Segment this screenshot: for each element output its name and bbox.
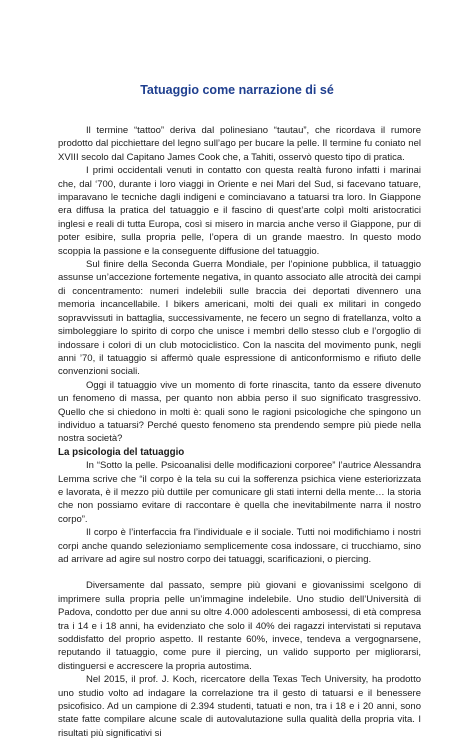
paragraph: Sul finire della Seconda Guerra Mondiale, per l’opinione pubblica, il tatuaggio assunse un’accezione fortemente negativa, in quanto associato alle atrocità dei campi di concentramento: numeri indelebili sulle braccia dei deportati divennero una memoria incancellabile. I bikers americani, molti dei quali ex militari in congedo sopravvissuti in battaglia, successivamente, ne fecero un segno di fratellanza, volto a simboleggiare lo spirito di corpo che unisce i membri dello stesso club e l’orgoglio di indossare i colori di un club motociclistico. Con la nascita del movimento punk, negli anni ’70, il tatuaggio si affermò quale espressione di anticonformismo e rifiuto delle convenzioni sociali.: [58, 259, 421, 378]
paragraph: Oggi il tatuaggio vive un momento di forte rinascita, tanto da essere divenuto un fenomeno di massa, per quanto non abbia perso il suo significato trasgressivo. Quello che si chiedono in molti è: quali sono le ragioni psicologiche che spingono un individuo a tatuarsi? Perché questo fenomeno sta prendendo sempre più piede nella nostra società?: [58, 379, 421, 445]
paragraph: Diversamente dal passato, sempre più giovani e giovanissimi scelgono di imprimere sulla propria pelle un’immagine indelebile. Uno studio dell’Università di Padova, condotto per due anni su oltre 4.000 adolescenti ambosessi, di età compresa tra i 14 e i 18 anni, ha evidenziato che solo il 40% dei ragazzi intervistati si reputava soddisfatto del proprio aspetto. Il restante 60%, invece, tendeva a vergognarsene, reputando il tatuaggio, come pure il piercing, un valido supporto per migliorarsi, distinguersi e accrescere la propria autostima.: [58, 580, 421, 672]
paragraph: Il corpo è l’interfaccia fra l’individuale e il sociale. Tutti noi modifichiamo i nostri corpi anche quando selezioniamo semplicemente cosa indossare, ci trucchiamo, sino ad arrivare ad agire sul nostro corpo dei tatuaggi, scarificazioni, o piercing.: [58, 527, 421, 565]
paragraph: Il termine “tattoo” deriva dal polinesiano “tautau”, che ricordava il rumore prodotto dal picchiettare del legno sull’ago per bucare la pelle. Il termine fu coniato nel XVIII secolo dal Capitano James Cook che, a Tahiti, osservò questo tipo di pratica.: [58, 125, 421, 163]
document-body: [58, 124, 421, 740]
paragraph: In “Sotto la pelle. Psicoanalisi delle modificazioni corporee” l’autrice Alessandra Lemma scrive che “il corpo è la tela su cui la sofferenza psichica viene esteriorizzata e lavorata, è il mezzo più duttile per comunicare gli stati interni della mente… la storia che non possiamo evitare di raccontare è quella che inevitabilmente narra il nostro corpo”.: [58, 460, 421, 525]
page-title: Tatuaggio come narrazione di sé: [140, 83, 334, 97]
paragraph: I primi occidentali venuti in contatto con questa realtà furono infatti i marinai che, dal ‘700, durante i loro viaggi in Oriente e nei Mari del Sud, si facevano tatuare, imparavano le tecniche dagli indigeni e cominciavano a tatuarsi tra loro. In Giappone era diffusa la pratica del tatuaggio e il fascino di quest’arte colpì molti aristocratici inglesi e reali di tutta Europa, così si misero in marcia anche verso il Giappone, pur di poter esibire, sulla propria pelle, l’opera di un grande maestro. In questo modo scoppia la passione e la conseguente diffusione del tatuaggio.: [58, 165, 421, 257]
paragraph: Nel 2015, il prof. J. Koch, ricercatore della Texas Tech University, ha prodotto uno studio volto ad indagare la correlazione tra il gesto di tatuarsi e il benessere psicofisico. Ad un campione di 2.394 studenti, tatuati e non, tra i 18 e i 20 anni, sono state fatte compilare alcune scale di autovalutazione sulla qualità della propria vita. I risultati più significativi si: [58, 674, 421, 739]
section-heading: La psicologia del tatuaggio: [58, 446, 185, 458]
